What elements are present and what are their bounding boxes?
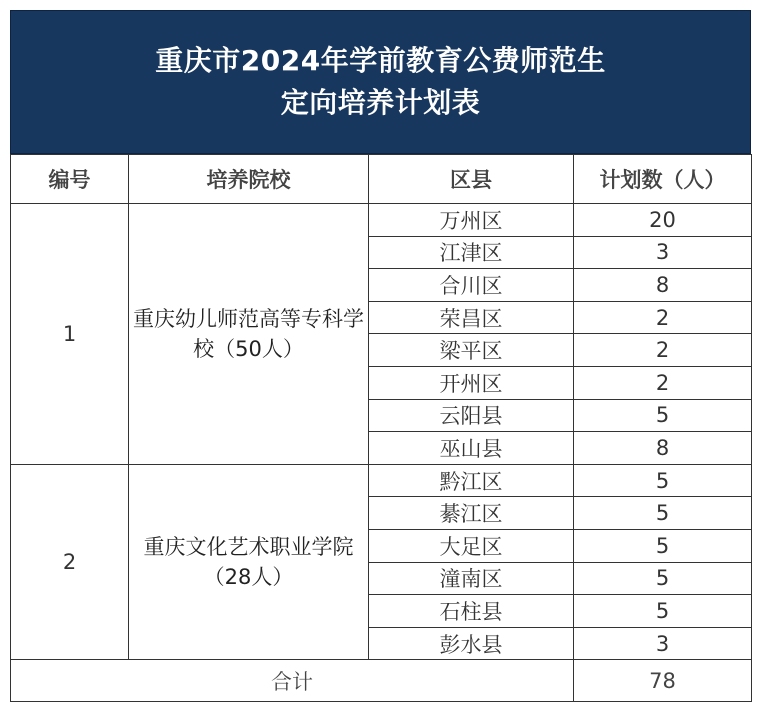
district-cell: 万州区	[369, 204, 574, 237]
header-district: 区县	[369, 155, 574, 204]
district-cell: 黔江区	[369, 464, 574, 497]
plan-count-cell: 5	[574, 595, 752, 628]
school-name: 重庆幼儿师范高等专科学校（50人）	[129, 204, 369, 465]
plan-count-cell: 20	[574, 204, 752, 237]
table-title	[10, 10, 751, 154]
total-value: 78	[574, 660, 752, 702]
header-index: 编号	[11, 155, 129, 204]
title-line-2: 定向培养计划表	[280, 86, 481, 119]
plan-count-cell: 5	[574, 529, 752, 562]
table-row	[11, 204, 752, 237]
plan-count-cell: 8	[574, 269, 752, 302]
district-cell: 江津区	[369, 236, 574, 269]
total-label: 合计	[11, 660, 574, 702]
district-cell: 彭水县	[369, 627, 574, 660]
plan-count-cell: 5	[574, 562, 752, 595]
plan-table	[10, 154, 752, 702]
plan-count-cell: 3	[574, 236, 752, 269]
district-cell: 潼南区	[369, 562, 574, 595]
header-plan-count: 计划数（人）	[574, 155, 752, 204]
district-cell: 荣昌区	[369, 301, 574, 334]
group-index: 2	[11, 464, 129, 660]
district-cell: 綦江区	[369, 497, 574, 530]
district-cell: 大足区	[369, 529, 574, 562]
table-row	[11, 464, 752, 497]
school-name: 重庆文化艺术职业学院（28人）	[129, 464, 369, 660]
plan-count-cell: 3	[574, 627, 752, 660]
district-cell: 石柱县	[369, 595, 574, 628]
district-cell: 开州区	[369, 366, 574, 399]
header-school: 培养院校	[129, 155, 369, 204]
district-cell: 合川区	[369, 269, 574, 302]
plan-count-cell: 2	[574, 334, 752, 367]
table-body	[11, 204, 752, 660]
group-index: 1	[11, 204, 129, 465]
plan-count-cell: 2	[574, 301, 752, 334]
plan-count-cell: 5	[574, 464, 752, 497]
header-row	[11, 155, 752, 204]
plan-sheet	[10, 10, 751, 705]
total-row	[11, 660, 752, 702]
district-cell: 巫山县	[369, 432, 574, 465]
title-line-1: 重庆市2024年学前教育公费师范生	[155, 44, 606, 77]
plan-count-cell: 5	[574, 399, 752, 432]
plan-count-cell: 5	[574, 497, 752, 530]
plan-count-cell: 8	[574, 432, 752, 465]
plan-count-cell: 2	[574, 366, 752, 399]
district-cell: 云阳县	[369, 399, 574, 432]
district-cell: 梁平区	[369, 334, 574, 367]
